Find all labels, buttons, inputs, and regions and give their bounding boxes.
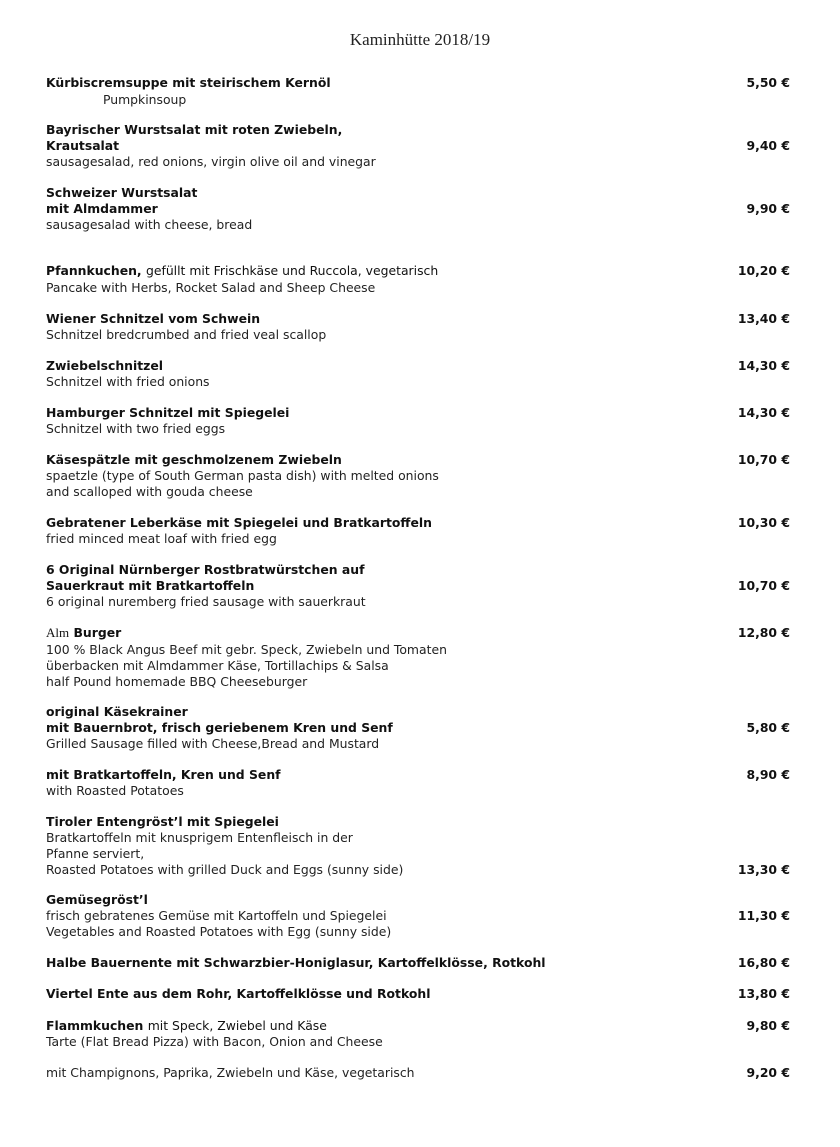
dish-description: Pumpkinsoup <box>103 92 187 107</box>
dish-name: original Käsekrainer <box>46 704 188 719</box>
dish-price: 14,30 € <box>737 405 790 420</box>
dish-description: frisch gebratenes Gemüse mit Kartoffeln und Spiegelei <box>46 908 387 923</box>
dish-price: 10,70 € <box>737 578 790 593</box>
dish-description: Tarte (Flat Bread Pizza) with Bacon, Onion and Cheese <box>46 1034 383 1049</box>
dish-price: 9,20 € <box>746 1065 790 1080</box>
dish-description: mit Champignons, Paprika, Zwiebeln und Käse, vegetarisch <box>46 1065 415 1080</box>
dish-name: Viertel Ente aus dem Rohr, Kartoffelklösse und Rotkohl <box>46 986 431 1001</box>
dish-name: Kürbiscremsuppe mit steirischem Kernöl <box>46 75 331 90</box>
dish-name: Halbe Bauernente mit Schwarzbier-Honiglasur, Kartoffelklösse, Rotkohl <box>46 955 546 970</box>
dish-price: 10,30 € <box>737 515 790 530</box>
dish-name: mit Almdammer <box>46 201 158 216</box>
dish-description: 100 % Black Angus Beef mit gebr. Speck, Zwiebeln und Tomaten <box>46 642 447 657</box>
dish-name: Schweizer Wurstsalat <box>46 185 198 200</box>
dish-name-detail: mit Speck, Zwiebel und Käse <box>147 1018 327 1033</box>
dish-description: Grilled Sausage filled with Cheese,Bread and Mustard <box>46 736 380 751</box>
dish-name-prefix: Alm <box>46 625 70 640</box>
dish-price: 13,80 € <box>737 986 790 1001</box>
dish-name: Zwiebelschnitzel <box>46 358 163 373</box>
dish-name: mit Bauernbrot, frisch geriebenem Kren und Senf <box>46 720 393 735</box>
dish-name: Gemüsegröst’l <box>46 892 148 907</box>
dish-description: 6 original nuremberg fried sausage with sauerkraut <box>46 594 366 609</box>
dish-description: Pfanne serviert, <box>46 846 145 861</box>
dish-description: fried minced meat loaf with fried egg <box>46 531 277 546</box>
dish-description: half Pound homemade BBQ Cheeseburger <box>46 674 308 689</box>
dish-description: Vegetables and Roasted Potatoes with Egg (sunny side) <box>46 924 392 939</box>
dish-name: Gebratener Leberkäse mit Spiegelei und Bratkartoffeln <box>46 515 432 530</box>
dish-description: sausagesalad with cheese, bread <box>46 217 253 232</box>
dish-name: Käsespätzle mit geschmolzenem Zwiebeln <box>46 452 342 467</box>
dish-description: Bratkartoffeln mit knusprigem Entenfleisch in der <box>46 830 353 845</box>
dish-price: 13,30 € <box>737 862 790 877</box>
dish-name: Wiener Schnitzel vom Schwein <box>46 311 261 326</box>
dish-name-main: Burger <box>73 625 122 640</box>
dish-price: 12,80 € <box>737 625 790 640</box>
dish-description: sausagesalad, red onions, virgin olive oil and vinegar <box>46 154 376 169</box>
dish-description: Roasted Potatoes with grilled Duck and Eggs (sunny side) <box>46 862 404 877</box>
dish-name <box>46 625 121 641</box>
dish-price: 9,80 € <box>746 1018 790 1033</box>
dish-name <box>46 263 438 279</box>
dish-description: Schnitzel with two fried eggs <box>46 421 226 436</box>
dish-name: mit Bratkartoffeln, Kren und Senf <box>46 767 281 782</box>
dish-name-bold: Pfannkuchen, <box>46 263 142 278</box>
dish-description: Pancake with Herbs, Rocket Salad and Sheep Cheese <box>46 280 376 295</box>
dish-price: 9,40 € <box>746 138 790 153</box>
dish-name: 6 Original Nürnberger Rostbratwürstchen auf <box>46 562 365 577</box>
dish-price: 14,30 € <box>737 358 790 373</box>
menu-title: Kaminhütte 2018/19 <box>349 30 491 49</box>
dish-description: überbacken mit Almdammer Käse, Tortillachips & Salsa <box>46 658 389 673</box>
dish-price: 10,70 € <box>737 452 790 467</box>
dish-name <box>46 1018 327 1034</box>
dish-name: Sauerkraut mit Bratkartoffeln <box>46 578 255 593</box>
dish-name: Hamburger Schnitzel mit Spiegelei <box>46 405 290 420</box>
dish-name: Tiroler Entengröst’l mit Spiegelei <box>46 814 279 829</box>
dish-name: Krautsalat <box>46 138 120 153</box>
dish-name-detail: gefüllt mit Frischkäse und Ruccola, vegetarisch <box>145 263 439 278</box>
dish-description: Schnitzel with fried onions <box>46 374 210 389</box>
dish-price: 10,20 € <box>737 263 790 278</box>
dish-name-bold: Flammkuchen <box>46 1018 144 1033</box>
dish-price: 13,40 € <box>737 311 790 326</box>
dish-price: 5,50 € <box>746 75 790 90</box>
dish-description: Schnitzel bredcrumbed and fried veal scallop <box>46 327 327 342</box>
dish-price: 16,80 € <box>737 955 790 970</box>
dish-price: 8,90 € <box>746 767 790 782</box>
dish-description: spaetzle (type of South German pasta dish) with melted onions <box>46 468 439 483</box>
dish-description: and scalloped with gouda cheese <box>46 484 253 499</box>
dish-price: 9,90 € <box>746 201 790 216</box>
dish-price: 5,80 € <box>746 720 790 735</box>
dish-name: Bayrischer Wurstsalat mit roten Zwiebeln, <box>46 122 343 137</box>
dish-description: with Roasted Potatoes <box>46 783 184 798</box>
dish-price: 11,30 € <box>737 908 790 923</box>
